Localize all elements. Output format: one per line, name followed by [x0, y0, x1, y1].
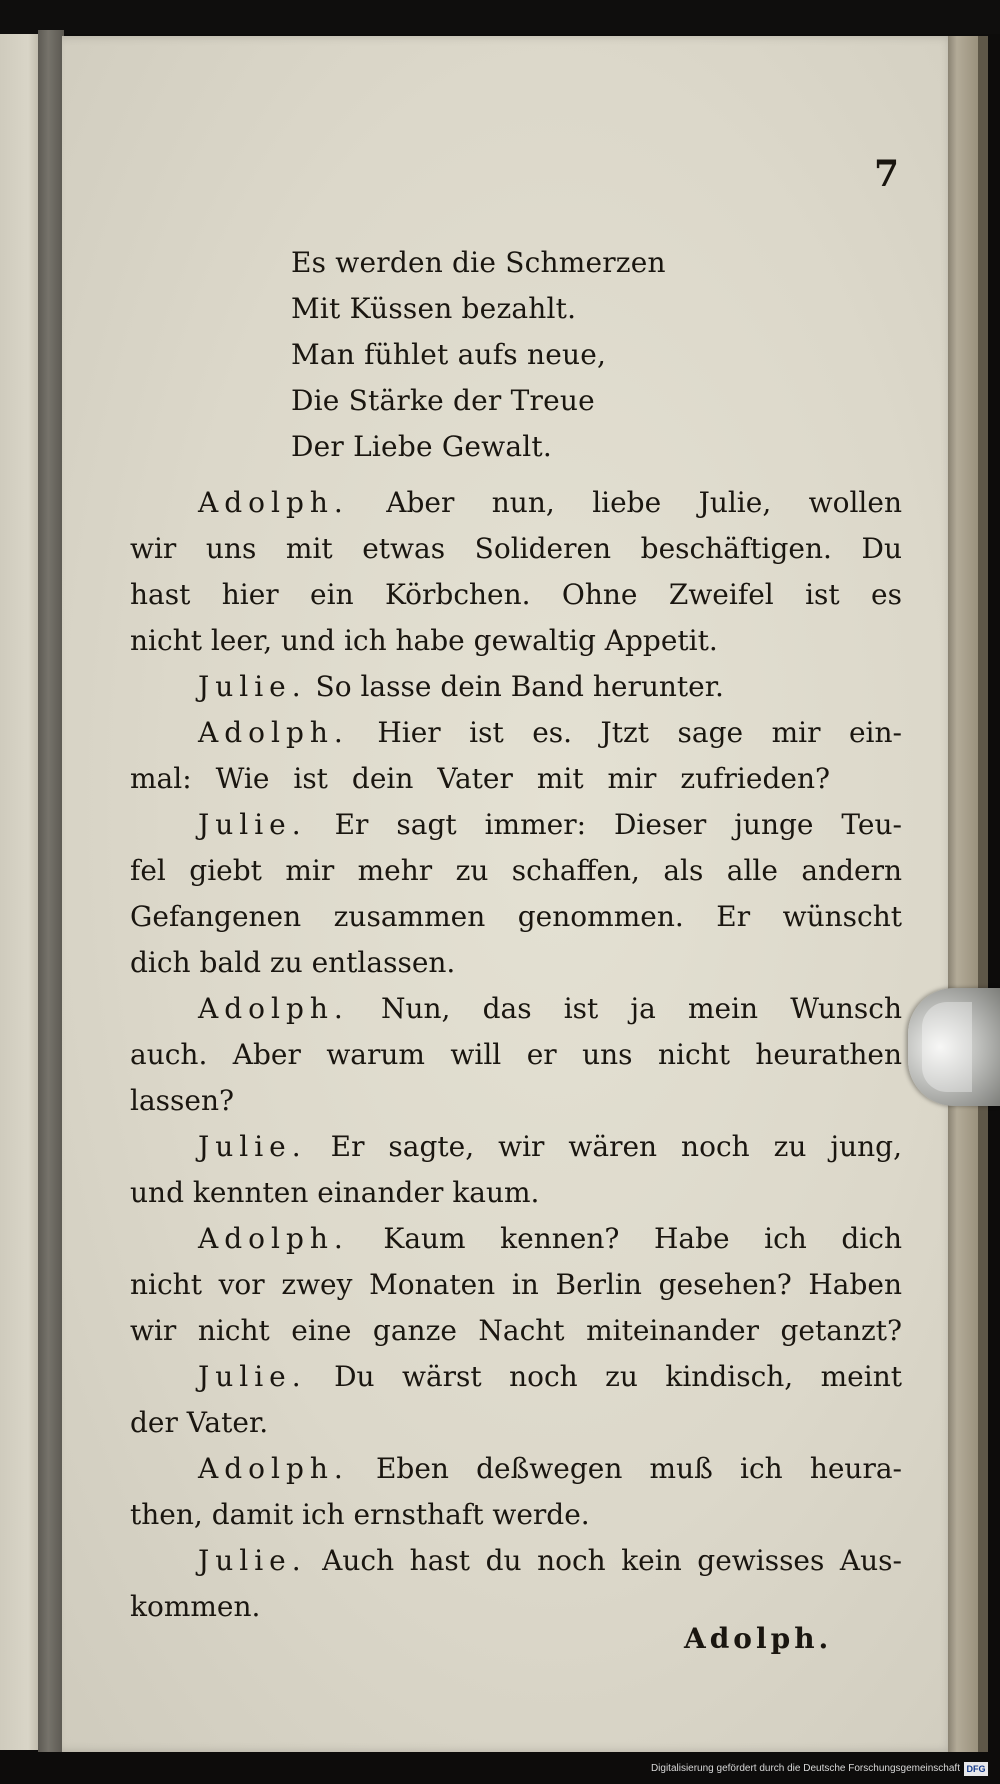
line-text: wir uns mit etwas Solideren beschäftigen. Du	[130, 532, 902, 565]
speaker-name: Julie.	[198, 1360, 307, 1393]
clip-highlight	[922, 1002, 972, 1092]
text-line	[130, 618, 718, 664]
text-line	[130, 940, 455, 986]
text-line	[130, 1584, 260, 1630]
verse-line: Mit Küssen bezahlt.	[291, 292, 577, 325]
line-text: So lasse dein Band herunter.	[306, 670, 724, 703]
line-text: dich bald zu entlassen.	[130, 946, 456, 979]
text-line	[130, 1078, 234, 1124]
speaker-name: Julie.	[198, 1544, 307, 1577]
text-line	[198, 1446, 902, 1492]
text-line	[198, 480, 902, 526]
line-text: nicht leer, und ich habe gewaltig Appetit.	[130, 624, 718, 657]
line-text: Kaum kennen? Habe ich dich	[348, 1222, 902, 1255]
text-line	[198, 664, 724, 710]
line-text: Du wärst noch zu kindisch, meint	[306, 1360, 902, 1393]
speaker-name: Adolph.	[198, 486, 349, 519]
verse-line: Der Liebe Gewalt.	[291, 430, 552, 463]
speaker-name: Julie.	[198, 1130, 307, 1163]
text-line	[130, 1032, 902, 1078]
line-text: hast hier ein Körbchen. Ohne Zweifel ist es	[130, 578, 902, 611]
line-text: Nun, das ist ja mein Wunsch	[348, 992, 902, 1025]
line-text: kommen.	[130, 1590, 261, 1623]
text-line	[198, 802, 902, 848]
verse-line: Man fühlet aufs neue,	[291, 338, 607, 371]
line-text: Eben deßwegen muß ich heura-	[348, 1452, 902, 1485]
page-clip	[908, 988, 1000, 1106]
line-text: lassen?	[130, 1084, 235, 1117]
page-edge-shadow	[978, 36, 988, 1752]
text-line	[130, 1170, 539, 1216]
page-number: 7	[874, 153, 900, 195]
catchword: Adolph.	[684, 1622, 833, 1655]
book-gutter	[38, 30, 64, 1752]
dfg-logo: DFG	[964, 1762, 988, 1776]
text-line	[130, 1492, 590, 1538]
text-line	[130, 848, 902, 894]
speaker-name: Adolph.	[198, 1452, 349, 1485]
speaker-name: Julie.	[198, 670, 307, 703]
text-line	[130, 1400, 268, 1446]
line-text: Hier ist es. Jtzt sage mir ein-	[348, 716, 902, 749]
text-line	[198, 710, 902, 756]
text-line	[198, 986, 902, 1032]
line-text: Er sagt immer: Dieser junge Teu-	[306, 808, 902, 841]
verse-line: Die Stärke der Treue	[291, 384, 595, 417]
page-stack-edge	[948, 36, 978, 1752]
line-text: Auch hast du noch kein gewisses Aus-	[306, 1544, 902, 1577]
speaker-name: Julie.	[198, 808, 307, 841]
line-text: der Vater.	[130, 1406, 269, 1439]
line-text: nicht vor zwey Monaten in Berlin gesehen? Haben	[130, 1268, 902, 1301]
line-text: then, damit ich ernsthaft werde.	[130, 1498, 590, 1531]
speaker-name: Adolph.	[198, 1222, 349, 1255]
line-text: auch. Aber warum will er uns nicht heurathen	[130, 1038, 902, 1071]
text-line	[130, 526, 902, 572]
scan-top-border	[0, 0, 1000, 34]
line-text: Er sagte, wir wären noch zu jung,	[306, 1130, 902, 1163]
text-line	[130, 1308, 902, 1354]
speaker-name: Adolph.	[198, 716, 349, 749]
text-line	[198, 1216, 902, 1262]
previous-page-edge	[0, 34, 40, 1750]
text-line	[130, 756, 830, 802]
line-text: wir nicht eine ganze Nacht miteinander getanzt?	[130, 1314, 902, 1347]
line-text: fel giebt mir mehr zu schaffen, als alle andern	[130, 854, 902, 887]
line-text: mal: Wie ist dein Vater mit mir zufrieden?	[130, 762, 830, 795]
line-text: Gefangenen zusammen genommen. Er wünscht	[130, 900, 902, 933]
text-line	[198, 1124, 902, 1170]
line-text: und kennten einander kaum.	[130, 1176, 540, 1209]
funding-credit: Digitalisierung gefördert durch die Deutsche Forschungsgemeinschaft	[650, 1763, 960, 1774]
text-line	[198, 1354, 902, 1400]
text-line	[130, 572, 902, 618]
text-line	[198, 1538, 902, 1584]
line-text: Aber nun, liebe Julie, wollen	[348, 486, 902, 519]
text-line	[130, 1262, 902, 1308]
text-line	[130, 894, 902, 940]
verse-line: Es werden die Schmerzen	[291, 246, 666, 279]
speaker-name: Adolph.	[198, 992, 349, 1025]
